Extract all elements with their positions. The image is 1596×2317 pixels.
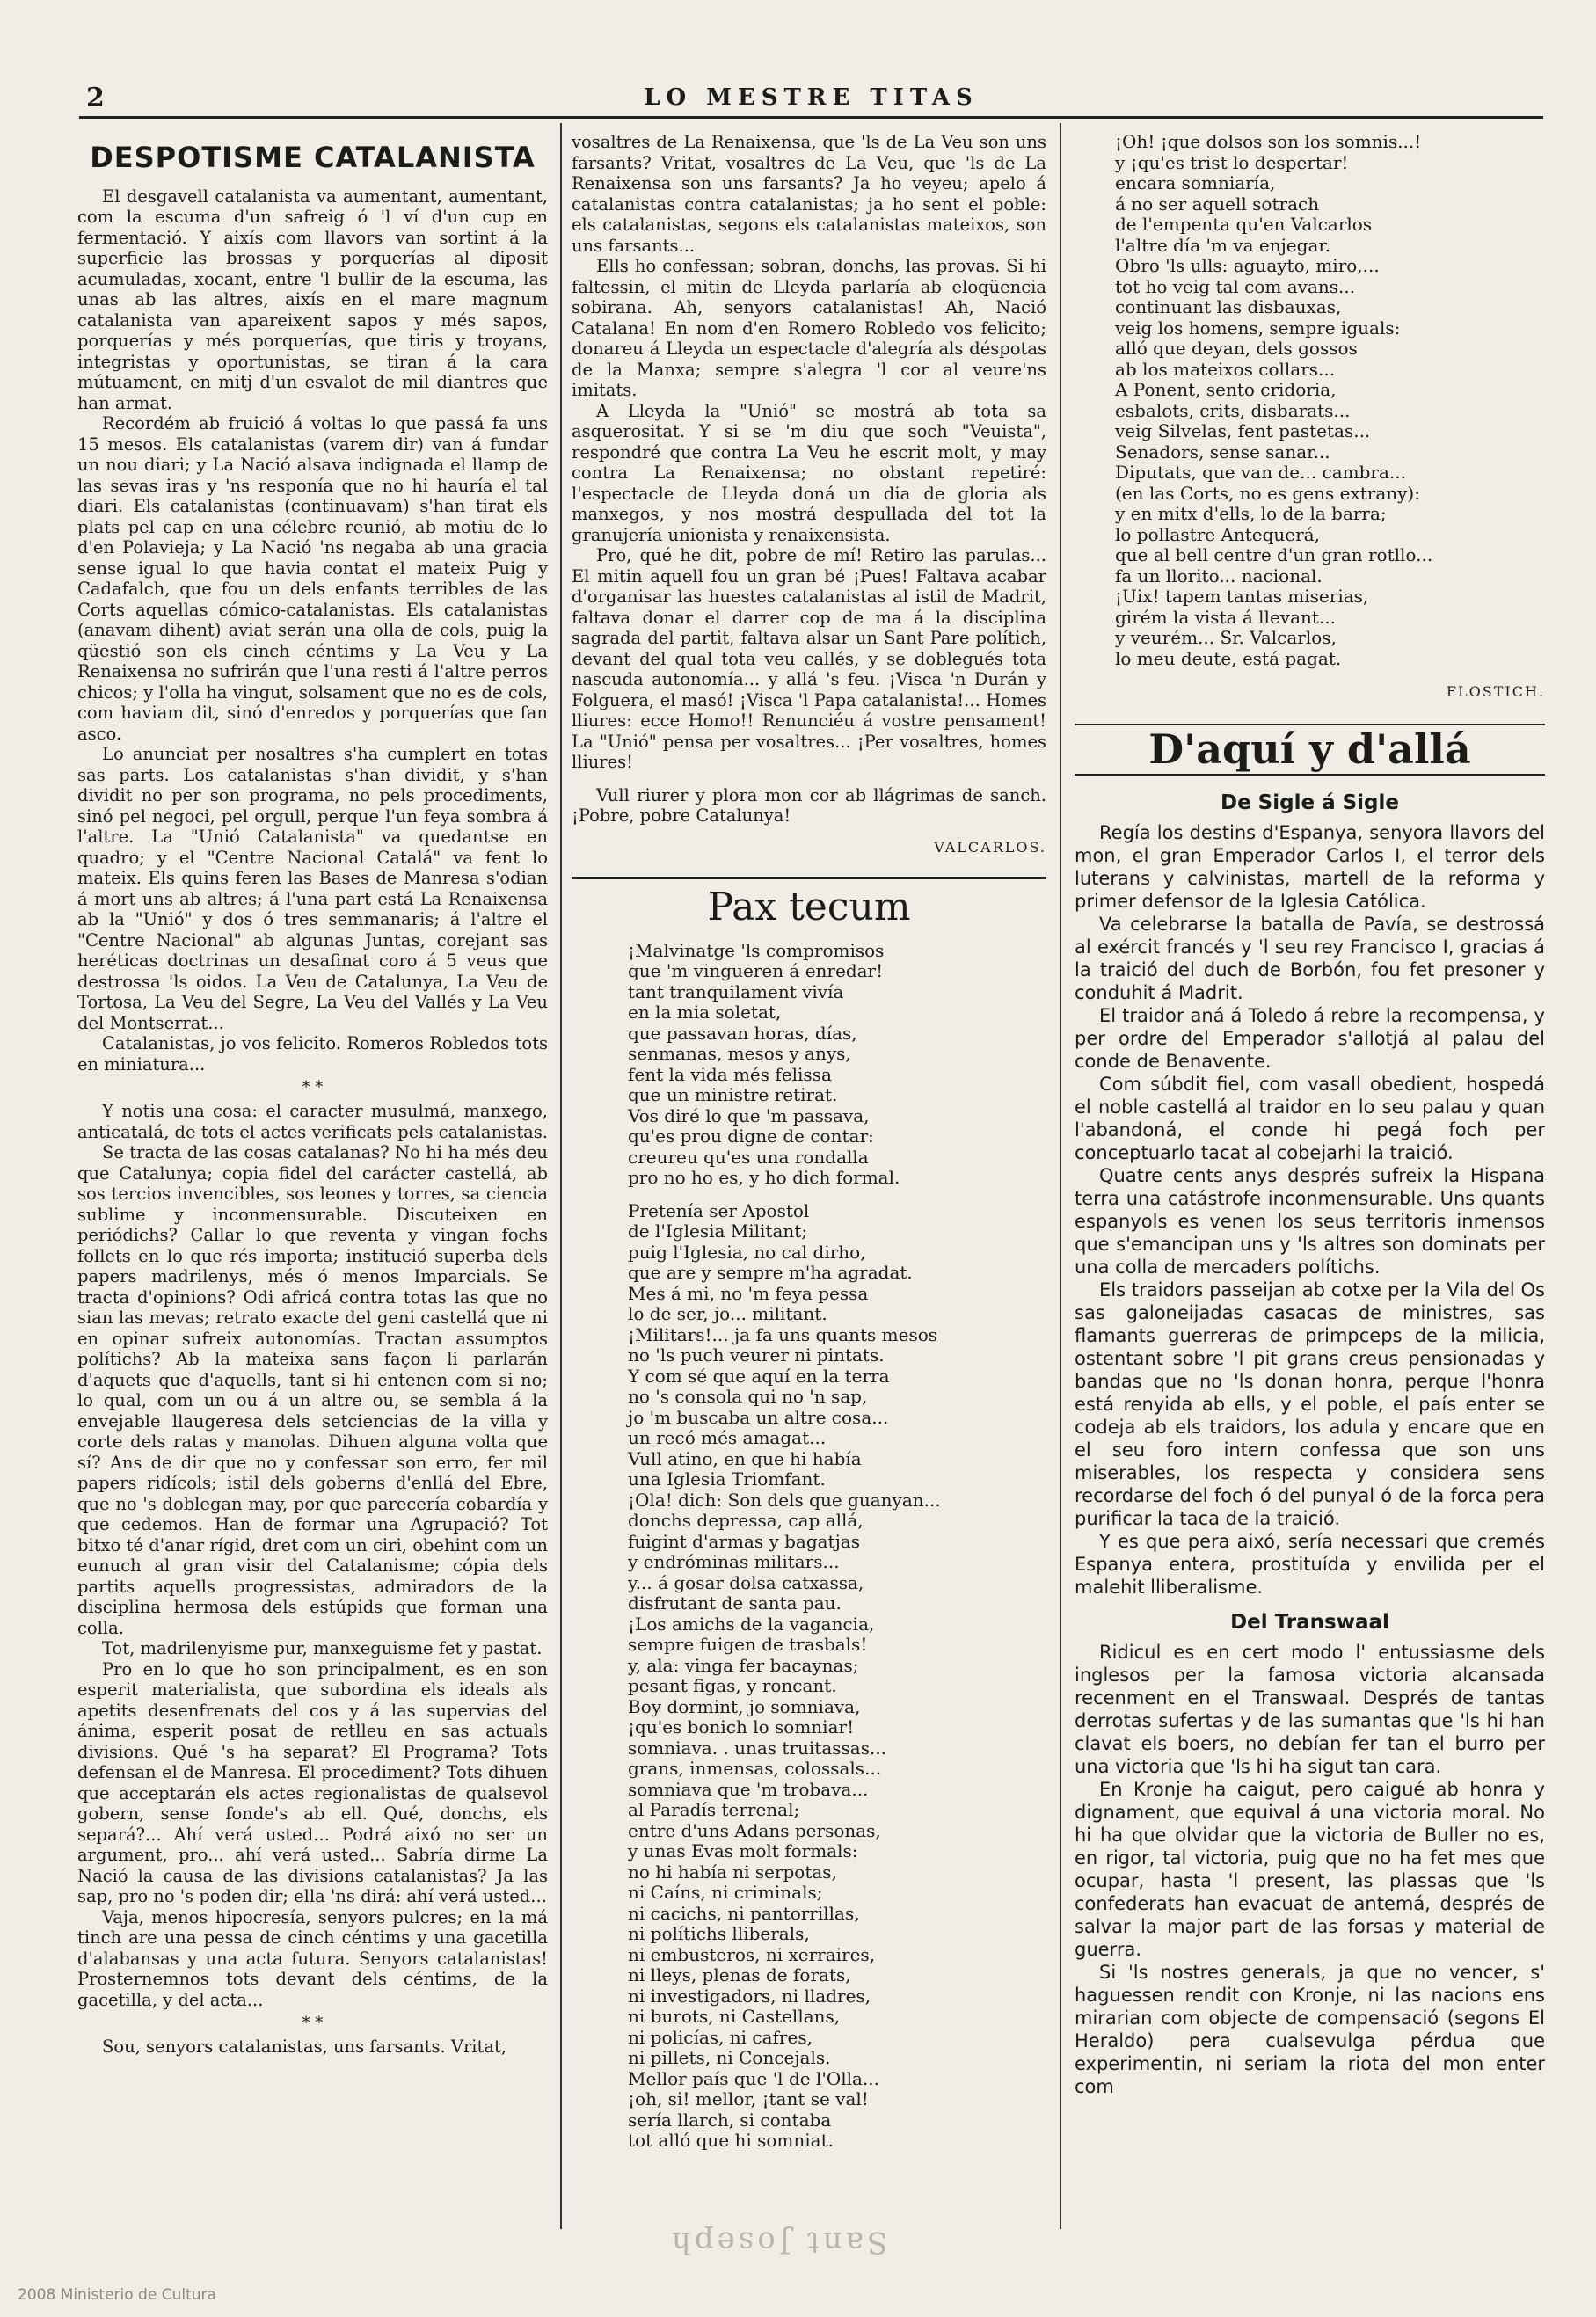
- paragraph: Y notis una cosa: el caracter musulmá, manxego, anticatalá, de tots el actes verificats pels catalanistas.: [77, 1101, 548, 1142]
- stanza: [628, 1201, 1046, 2152]
- verse-line: lo pollastre Antequerá,: [1115, 523, 1320, 545]
- verse-line: que al bell centre d'un gran rotllo...: [1115, 544, 1433, 565]
- paragraph: Regía los destins d'Espanya, senyora llavors del mon, el gran Emperador Carlos I, el terror dels luterans y calvinistas, martell de la reforma y primer defensor de la Iglesia Católica.: [1075, 822, 1545, 912]
- verse-line: que are y sempre m'ha agradat.: [628, 1262, 913, 1283]
- verse-line: ¡Malvinatge 'ls compromisos: [628, 939, 885, 961]
- subheading: De Sigle á Sigle: [1220, 791, 1400, 814]
- verse-line: que un ministre retirat.: [628, 1084, 838, 1105]
- verse-line: al Paradís terrenal;: [628, 1799, 800, 1820]
- verse-line: sempre fuigen de trasbals!: [628, 1634, 868, 1655]
- verse-line: ni embusteros, ni xerraires,: [628, 1943, 876, 1965]
- poem-continuation: [1115, 132, 1545, 669]
- paragraph: Se tracta de las cosas catalanas? No hi ha més deu que Catalunya; copia fidel del carácter castellá, ab sos tercios invencibles, sos leones y torres, sa ciencia sublime y inconmensurable. Discuteixen en periódichs? Callar lo que reventa y vingan fochs follets en lo que rés importa; institució superba dels papers madrilenys, més ó menos Imparcials. Se tracta d'opinions? Odi africá contra totas las que no sian las mevas; retrato exacte del geni castellá que ni en opinar sufreix autonomías. Tractan assumptos polítichs? Ab la mateixa sans façon li parlarán d'aquets que d'aquells, tant si hi entenen com si no; lo qual, com un ou á un altre ou, se sembla á la envejable llaugeresa dels setciencias de la villa y corte dels ratas y manolas. Dihuen alguna volta que sí? Ans de dir que no y confessar son erro, fer mil papers ridícols; istil dels goberns d'enllá del Ebre, que no 's doblegan may, por que parecería cobardía y que cedemos. Han de formar una Agrupació? Tot bitxo té d'anar rígid, dret com un ciri, obehint com un eunuch al gran visir del Catalanisme; cópia dels partits aquells progressistas, admiradors de la disciplina hermosa dels estúpids que forman una colla.: [77, 1142, 548, 1638]
- paragraph: Recordém ab fruició á voltas lo que passá fa uns 15 mesos. Els catalanistas (varem dir) van á fundar un nou diari; y La Nació alsava indignada el llamp de las sevas iras y 'ns responía que no hi hauría el tal diari. Els catalanistas (continuavam) s'han tirat els plats pel cap en una célebre reunió, ab motiu de lo d'en Polavieja; y La Nació 'ns negaba ab una gracia sense igual lo que havia contat el mateix Puig y Cadafalch, que fou un dels enfants terribles de las Corts aquellas cómico-catalanistas. Els catalanistas (anavam dihent) aviat serán una olla de cols, puig la qüestió son els cinch céntims y La Veu y La Renaixensa no sufrirán que l'una resti á l'altre perros chicos; y l'olla ha vingut, solsament que no es de cols, com haviam dit, sinó d'enredos y porquerías que fan asco.: [77, 413, 548, 744]
- paragraph: Pro, qué he dit, pobre de mí! Retiro las parulas... El mitin aquell fou un gran bé ¡Pues! Faltava acabar d'organisar las huestes catalanistas al istil de Madrit, faltava donar el darrer cop de ma á la disciplina sagrada del partit, faltava alsar un Sant Pare polítich, devant del qual tota veu callés, y se doblegués tota nascuda autonomía... y allá 's feu. ¡Visca 'n Durán y Folguera, el masó! ¡Visca 'l Papa catalanista!... Homes lliures: ecce Homo!! Renunciéu á vostre pensament! La "Unió" pensa per vosaltres... ¡Per vosaltres, homes lliures!: [572, 545, 1046, 772]
- paragraph: Com súbdit fiel, com vasall obedient, hospedá el noble castellá al traidor en lo seu palau y quan l'abandoná, el conde hi pegá foch per conceptuarlo tacat al cobejarhi la traició.: [1075, 1074, 1545, 1163]
- poem-title: Pax tecum: [707, 885, 911, 929]
- verse-line: Boy dormint, jo somniava,: [628, 1695, 861, 1717]
- verse-line: jo 'm buscaba un altre cosa...: [628, 1406, 889, 1428]
- paragraph: Lo anunciat per nosaltres s'ha cumplert en totas sas parts. Los catalanistas s'han dividit, y s'han dividit no per son programa, no pels procediments, sinó pel negoci, pel orgull, perque l'un feya sombra á l'altre. La "Unió Catalanista" va quedantse en quadro; y el "Centre Nacional Catalá" va fent lo mateix. Els quins feren las Bases de Manresa s'odian á mort uns ab altres; á l'una part está La Renaixensa ab la "Unió" y dos ó tres semmanaris; á l'altre el "Centre Nacional" ab algunas Juntas, corejant sas heréticas doctrinas un desafinat coro á 5 veus que destrossa 'ls oidos. La Veu de Catalunya, La Veu de Tortosa, La Veu del Segre, La Veu del Vallés y La Veu del Montserrat...: [77, 744, 548, 1033]
- paragraph: Ells ho confessan; sobran, donchs, las provas. Si hi faltessin, el mitin de Lleyda parlaría ab eloqüencia sobirana. Ah, senyors catalanistas! Ah, Nació Catalana! En nom d'en Romero Robledo vos felicito; donareu á Lleyda un espectacle d'alegría als déspotas de la Manxa; sempre s'alegra 'l cor al veure'ns imitats.: [572, 256, 1046, 400]
- verse-line: y, ala: vinga fer bacaynas;: [628, 1654, 859, 1676]
- column-divider: [560, 123, 562, 2229]
- verse-line: Senadors, sense sanar...: [1115, 441, 1330, 463]
- paragraph: Vaja, menos hipocresía, senyors pulcres; en la má tinch are una pessa de cinch céntims y una gacetilla d'alabansas y una acta futura. Senyors catalanistas! Prosternemnos tots devant dels céntims, de la gacetilla, y del acta...: [77, 1906, 548, 2010]
- verse-line: ¡Militars!... ja fa uns quants mesos: [628, 1323, 938, 1345]
- verse-line: ¡Ola! dich: Son dels que guanyan...: [628, 1489, 941, 1511]
- verse-line: ab los mateixos collars...: [1115, 358, 1336, 380]
- verse-line: ni lleys, plenas de forats,: [628, 1964, 851, 1985]
- verse-line: (en las Corts, no es gens extrany):: [1115, 482, 1420, 504]
- verse-line: ¡oh, si! mellor, ¡tant se val!: [628, 2088, 869, 2109]
- verse-line: l'altre día 'm va enjegar.: [1115, 234, 1331, 256]
- verse-line: ni burots, ni Castellans,: [628, 2006, 841, 2027]
- verse-line: continuant las disbauxas,: [1115, 296, 1342, 317]
- verse-line: á no ser aquell sotrach: [1115, 193, 1320, 215]
- library-stamp: Sant Joseph: [668, 2225, 888, 2260]
- column-divider: [1060, 123, 1061, 2229]
- verse-line: ni Caíns, ni criminals;: [628, 1882, 823, 1903]
- verse-line: ¡Uix! tapem tantas miserias,: [1115, 586, 1369, 607]
- verse-line: Mellor país que 'l de l'Olla...: [628, 2067, 880, 2089]
- article-title: DESPOTISME CATALANISTA: [90, 141, 536, 174]
- verse-line: ni pillets, ni Concejals.: [628, 2047, 831, 2068]
- verse-line: Vos diré lo que 'm passava,: [628, 1104, 870, 1126]
- column-2: [572, 132, 1046, 2164]
- verse-line: y en mitx d'ells, lo de la barra;: [1115, 503, 1387, 524]
- verse-line: ¡Oh! ¡que dolsos son los somnis...!: [1115, 132, 1422, 152]
- stanza: [628, 941, 1046, 1189]
- verse-line: y endróminas militars...: [628, 1551, 840, 1572]
- paragraph: Els traidors passeijan ab cotxe per la Vila del Os sas galoneijadas casacas de ministres, sas flamants guerreras de primpceps de la milicia, ostentant sobre 'l pit grans creus pensionadas y bandas que no 'ls donan honra, perque l'honra está renyida ab ells, y el poble, el país enter se codeja ab els traidors, los adula y encare que en el seu foro intern confessa que son uns miserables, los respecta y considera sens recordarse del foch ó del punyal ó de la forca pera purificar la taca de la traició.: [1075, 1279, 1545, 1529]
- section-title: D'aquí y d'allá: [1148, 725, 1471, 773]
- separator-stars: * *: [302, 1078, 324, 1097]
- verse-line: Y com sé que aquí en la terra: [628, 1365, 890, 1387]
- verse-line: ni investigadors, ni lladres,: [628, 1985, 871, 2007]
- verse-line: puig l'Iglesia, no cal dirho,: [628, 1241, 866, 1263]
- signature: FLOSTICH.: [1446, 683, 1545, 700]
- verse-line: que passavan horas, días,: [628, 1022, 857, 1044]
- verse-line: ¡Los amichs de la vagancia,: [628, 1613, 875, 1635]
- verse-line: no 'ls puch veurer ni pintats.: [628, 1344, 885, 1366]
- poem-verse: [628, 941, 1046, 2152]
- header-rule: [79, 116, 1543, 119]
- poem-section: [572, 877, 1046, 2152]
- verse-line: encara somniaría,: [1115, 172, 1276, 193]
- verse-line: de l'Iglesia Militant;: [628, 1220, 808, 1242]
- subheading: Del Transwaal: [1230, 1611, 1389, 1634]
- verse-line: girém la vista á llevant...: [1115, 606, 1336, 628]
- verse-line: esbalots, crits, disbarats...: [1115, 399, 1351, 421]
- section-banner: [1075, 724, 1545, 776]
- page-number: 2: [86, 83, 105, 113]
- verse-line: lo meu deute, está pagat.: [1115, 647, 1342, 669]
- verse-line: Mes á mi, no 'm feya pessa: [628, 1282, 869, 1304]
- stanza: [1115, 132, 1545, 669]
- verse-line: fent la vida més felissa: [628, 1063, 832, 1085]
- verse-line: pro no ho es, y ho dich formal.: [628, 1167, 900, 1188]
- verse-line: creureu qu'es una rondalla: [628, 1146, 869, 1168]
- verse-line: una Iglesia Triomfant.: [628, 1468, 826, 1490]
- verse-line: somniava que 'm trobava...: [628, 1778, 869, 1800]
- paragraph: Quatre cents anys després sufreix la Hispana terra una catástrofe inconmensurable. Uns quants espanyols es venen los seus territoris inmensos que s'emancipan uns y 'ls altres son dominats per una colla de mercaders polítichs.: [1075, 1165, 1545, 1278]
- verse-line: grans, inmensas, colossals...: [628, 1758, 882, 1779]
- verse-line: que 'm vingueren á enredar!: [628, 960, 884, 981]
- verse-line: en la mia soletat,: [628, 1002, 782, 1023]
- column-3: [1075, 132, 1545, 2098]
- verse-line: Diputats, que van de... cambra...: [1115, 462, 1406, 483]
- paragraph: El desgavell catalanista va aumentant, aumentant, com la escuma d'un safreig ó 'l ví d'un cup en fermentació. Y aixís com llavors van sortint á la superficie las brossas y porquerías al diposit acumuladas, xocant, entre 'l bullir de la escuma, las unas ab las altres, aixís en el mare magnum catalanista van apareixent sapos y més sapos, porquerías y més porquerías, que tiris y troyans, integristas y oportunistas, se tiran á la cara mútuament, en mitj d'un esvalot de mil diantres que han armat.: [77, 186, 548, 413]
- verse-line: sería llarch, si contaba: [628, 2109, 832, 2131]
- verse-line: pesant figas, y roncant.: [628, 1675, 837, 1696]
- verse-line: alló que deyan, dels gossos: [1115, 338, 1358, 359]
- paragraph: vosaltres de La Renaixensa, que 'ls de La Veu son uns farsants? Vritat, vosaltres de La Veu, que 'ls de La Renaixensa son uns farsants? Ja ho veyeu; apelo á catalanistas contra catalanistas; ja ho sent el poble: els catalanistas, segons els catalanistas mateixos, son uns farsants...: [572, 132, 1046, 256]
- copyright-credit: 2008 Ministerio de Cultura: [18, 2286, 216, 2304]
- verse-line: ni cacichs, ni pantorrillas,: [628, 1902, 860, 1924]
- verse-line: ni polítichs lliberals,: [628, 1923, 810, 1944]
- paragraph: El traidor aná á Toledo á rebre la recompensa, y per ordre del Emperador s'allotjá al palau del conde de Benavente.: [1075, 1005, 1545, 1072]
- verse-line: y... á gosar dolsa catxassa,: [628, 1571, 864, 1593]
- page-header: [79, 81, 1543, 116]
- column-1: [77, 132, 548, 2058]
- paragraph: Tot, madrilenyisme pur, manxeguisme fet y pastat.: [102, 1638, 543, 1658]
- paragraph: En Kronje ha caigut, pero caigué ab honra y dignament, que equival á una victoria moral. No hi ha que olvidar que la victoria de Buller no es, en rigor, tal victoria, puig que no ha fet mes que ocupar, hasta 'l present, las plassas que 'ls confederats han evacuat de antemá, després de salvar la major part de las forsas y material de guerra.: [1075, 1779, 1545, 1960]
- paragraph: A Lleyda la "Unió" se mostrá ab tota sa asquerositat. Y si se 'm diu que soch "Veuista", respondré que contra La Veu he escrit molt, y may contra La Renaixensa; no obstant repetiré: l'espectacle de Lleyda doná un dia de gloria als manxegos, y nos mostrá despullada del tot la granujería unionista y renaixensista.: [572, 400, 1046, 545]
- verse-line: y veurém... Sr. Valcarlos,: [1115, 627, 1337, 648]
- verse-line: donchs depressa, cap allá,: [628, 1510, 864, 1531]
- verse-line: veig Silvelas, fent pastetas...: [1115, 420, 1371, 441]
- verse-line: Obro 'ls ulls: aguayto, miro,...: [1115, 255, 1380, 276]
- verse-line: lo de ser, jo... militant.: [628, 1303, 827, 1324]
- verse-line: no hi había ni serpotas,: [628, 1861, 837, 1883]
- verse-line: fa un llorito... nacional.: [1115, 565, 1323, 587]
- verse-line: y unas Evas molt formals:: [628, 1840, 858, 1862]
- verse-line: qu'es prou digne de contar:: [628, 1126, 874, 1147]
- signature: VALCARLOS.: [934, 838, 1046, 856]
- paragraph: Va celebrarse la batalla de Pavía, se destrossá al exércit francés y 'l seu rey Francisco I, gracias á la traició del duch de Borbón, fou fet presoner y conduhit á Madrit.: [1075, 914, 1545, 1003]
- masthead: LO MESTRE TITAS: [644, 84, 979, 111]
- verse-line: A Ponent, sento cridoria,: [1115, 379, 1337, 400]
- verse-line: entre d'uns Adans personas,: [628, 1819, 881, 1841]
- verse-line: de l'empenta qu'en Valcarlos: [1115, 214, 1373, 235]
- verse-line: y ¡qu'es trist lo despertar!: [1115, 151, 1349, 173]
- paragraph: Catalanistas, jo vos felicito. Romeros Robledos tots en miniatura...: [77, 1033, 548, 1075]
- verse-line: somniava. . unas truitassas...: [628, 1737, 887, 1759]
- verse-line: ¡qu'es bonich lo somniar!: [628, 1716, 855, 1738]
- verse-line: tot ho veig tal com avans...: [1115, 275, 1356, 297]
- paragraph: Y es que pera aixó, sería necessari que cremés Espanya entera, prostituída y envilida per el malehit lliberalisme.: [1075, 1531, 1545, 1598]
- verse-line: ni policías, ni cafres,: [628, 2026, 813, 2048]
- verse-line: veig los homens, sempre iguals:: [1115, 317, 1401, 339]
- section-body: [1075, 791, 1545, 2098]
- paragraph: Si 'ls nostres generals, ja que no vencer, s' haguessen rendit con Kronje, ni las nacions ens mirarian com objecte de compensació (segons El Heraldo) pera cualsevulga pérdua que experimentin, ni seriam la riota del mon enter com: [1075, 1962, 1545, 2097]
- paragraph: Ridicul es en cert modo l' entussiasme dels inglesos per la famosa victoria alcansada recenment en el Transwaal. Després de tantas derrotas sufertas y de las sumantas que 'ls hi han clavat els boers, no debían fer tan el burro per una victoria que 'ls hi ha sigut tan cara.: [1075, 1642, 1545, 1777]
- verse-line: Pretenía ser Apostol: [628, 1199, 810, 1221]
- verse-line: fuigint d'armas y bagatjas: [628, 1530, 860, 1552]
- paragraph: Pro en lo que ho son principalment, es en son esperit materialista, que subordina els ideals als apetits desenfrenats del cos y á las supervias del ánima, esperit posat de retlleu en sas actuals divisions. Qué 's ha separat? El Programa? Tots defensan el de Manresa. El procediment? Tots dihuen que acceptarán els actes regionalistas de qualsevol gobern, sense fonde's ab ell. Qué, donchs, els separá?... Ahí verá usted... Podrá aixó no ser un argument, pro... ahí verá usted... Sabría dirme La Nació la causa de las divisions catalanistas? Ja las sap, pro no 's poden dir; ella 'ns dirá: ahí verá usted...: [77, 1658, 548, 1906]
- verse-line: Vull atino, en que hi había: [628, 1447, 862, 1469]
- verse-line: disfrutant de santa pau.: [628, 1592, 842, 1614]
- paragraph: Sou, senyors catalanistas, uns farsants. Vritat,: [102, 2036, 507, 2057]
- verse-line: no 's consola qui no 'n sap,: [628, 1386, 868, 1407]
- paragraph: Vull riurer y plora mon cor ab llágrimas de sanch. ¡Pobre, pobre Catalunya!: [572, 784, 1046, 826]
- verse-line: un recó més amagat...: [628, 1427, 827, 1448]
- verse-line: tot alló que hi somniat.: [628, 2130, 834, 2151]
- verse-line: tant tranquilament vivía: [628, 980, 844, 1002]
- separator-stars: * *: [302, 2014, 324, 2032]
- verse-line: senmanas, mesos y anys,: [628, 1043, 851, 1064]
